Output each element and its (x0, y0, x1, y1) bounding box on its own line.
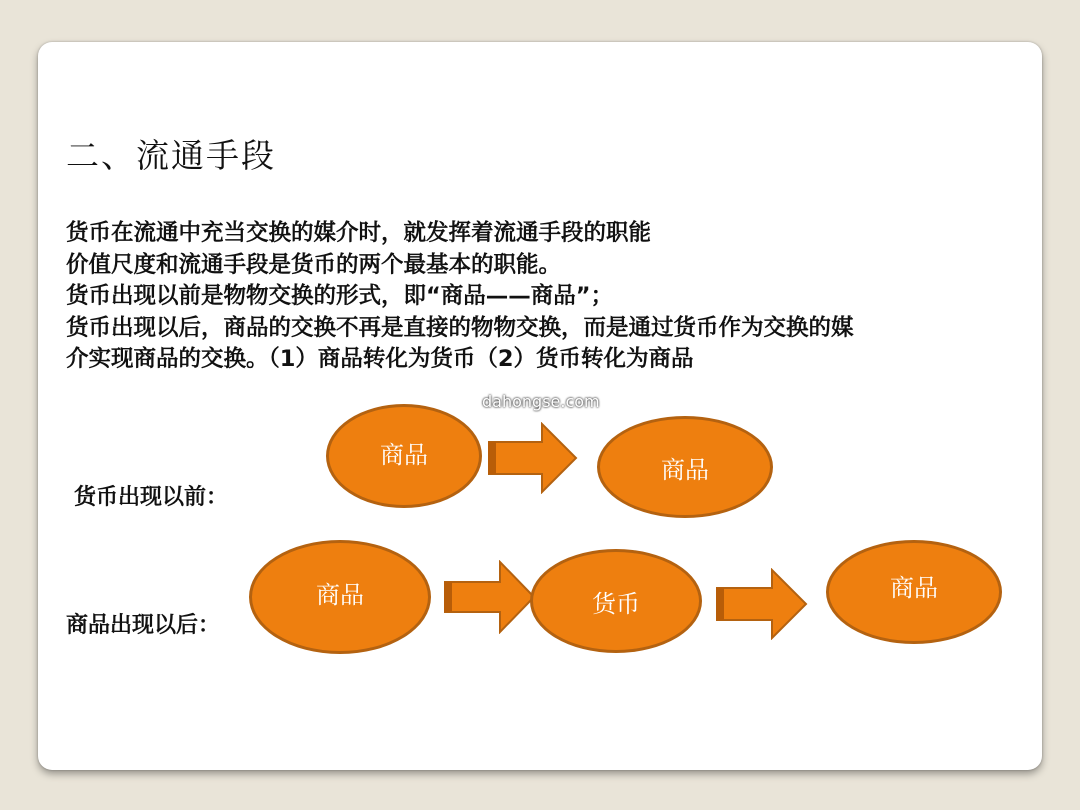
before-node-goods-2-label: 商品 (661, 455, 709, 484)
after-node-goods-1-label: 商品 (316, 580, 364, 609)
after-node-goods-2 (826, 540, 1002, 644)
after-node-goods-2-label: 商品 (890, 573, 938, 602)
after-node-money-label: 货币 (592, 589, 640, 618)
watermark: dahongse.com (482, 392, 600, 411)
after-arrow-2-icon (716, 568, 808, 640)
body-line-5: 介实现商品的交换。（1）商品转化为货币（2）货币转化为商品 (66, 346, 694, 372)
slide-title: 二、流通手段 (66, 136, 276, 175)
before-node-goods-2 (597, 416, 773, 518)
before-money-label: 货币出现以前： (74, 485, 229, 510)
after-node-goods-1 (249, 540, 431, 654)
after-money-label: 商品出现以后： (66, 613, 221, 638)
body-line-2: 价值尺度和流通手段是货币的两个最基本的职能。 (66, 251, 562, 278)
after-node-money (530, 549, 702, 653)
before-node-goods-1 (326, 404, 482, 508)
body-line-3: 货币出现以前是物物交换的形式，即“商品——商品”； (66, 283, 614, 309)
body-line-1: 货币在流通中充当交换的媒介时，就发挥着流通手段的职能 (66, 220, 652, 246)
body-line-4: 货币出现以后，商品的交换不再是直接的物物交换，而是通过货币作为交换的媒 (66, 314, 854, 341)
body-text (66, 218, 1046, 376)
before-arrow-icon (488, 422, 578, 494)
after-arrow-1-icon (444, 560, 536, 634)
before-node-goods-1-label: 商品 (380, 440, 428, 469)
